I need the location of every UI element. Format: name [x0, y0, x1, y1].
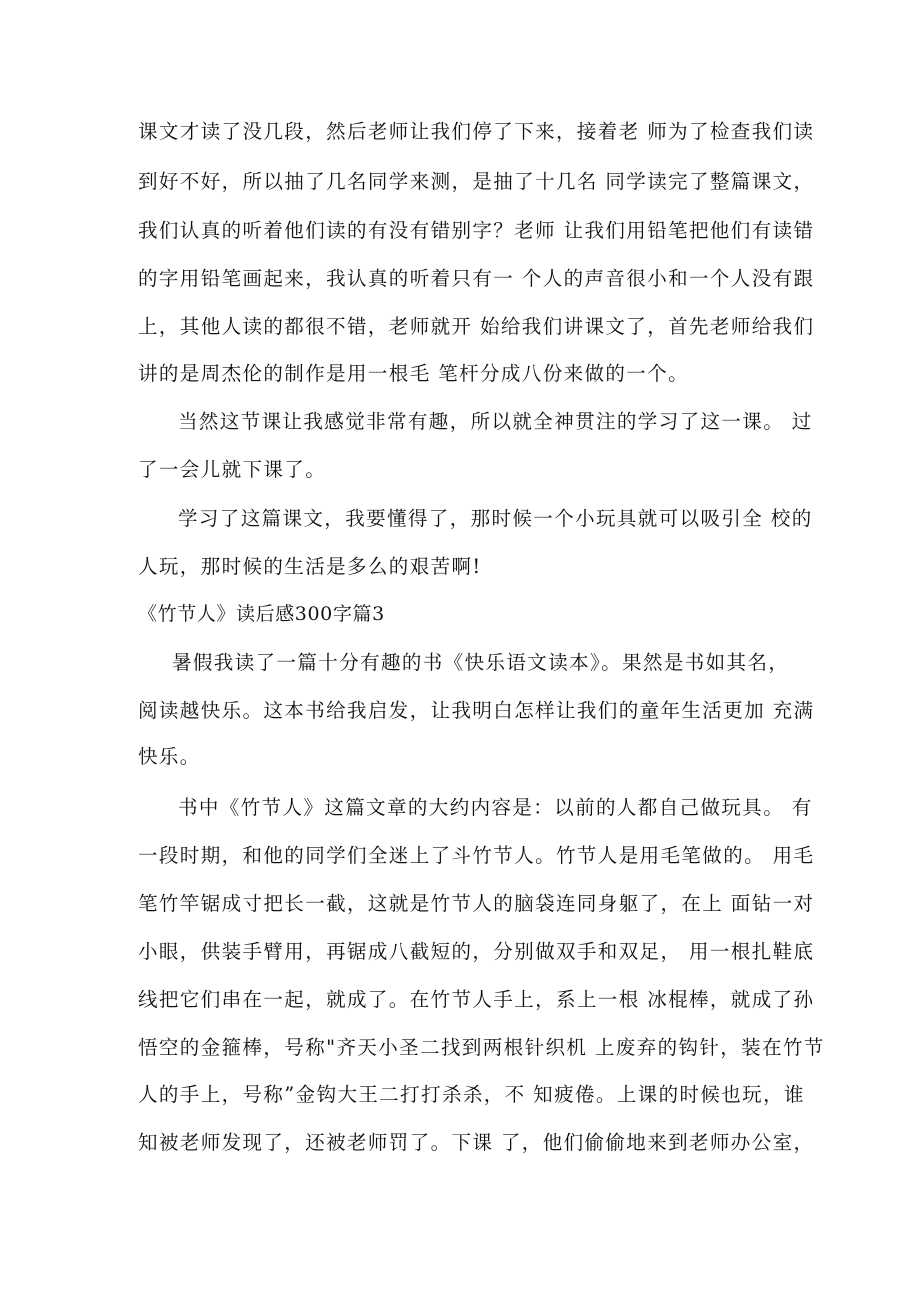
paragraph-line: 人的手上，号称”金钩大王二打打杀杀，不 知疲倦。上课的时候也玩，谁	[138, 1083, 805, 1106]
paragraph-line: 学习了这篇课文，我要懂得了，那时候一个小玩具就可以吸引全 校的	[178, 507, 813, 530]
paragraph-line: 笔竹竿锯成寸把长一截，这就是竹节人的脑袋连同身躯了，在上 面钻一对	[138, 892, 815, 915]
section-heading: 《竹节人》读后感300字篇3	[138, 603, 385, 625]
paragraph-line: 了一会儿就下课了。	[138, 458, 327, 481]
paragraph-line: 的字用铅笔画起来，我认真的听着只有一 个人的声音很小和一个人没有跟	[138, 267, 815, 290]
paragraph-line: 当然这节课让我感觉非常有趣，所以就全神贯注的学习了这一课。 过	[178, 410, 813, 433]
paragraph-line: 线把它们串在一起，就成了。在竹节人手上，系上一根 冰棍棒，就成了孙	[138, 988, 815, 1011]
paragraph-line: 人玩，那时候的生活是多么的艰苦啊!	[138, 555, 482, 578]
paragraph-line: 小眼，供装手臂用，再锯成八截短的，分别做双手和双足， 用一根扎鞋底	[138, 940, 815, 963]
paragraph-line: 阅读越快乐。这本书给我启发，让我明白怎样让我们的童年生活更加 充满	[138, 699, 815, 722]
paragraph-line: 到好不好，所以抽了几名同学来测，是抽了十几名 同学读完了整篇课文，	[138, 170, 815, 193]
paragraph-line: 悟空的金箍棒，号称"齐天小圣二找到两根针织机 上废弃的钩针，装在竹节	[138, 1036, 825, 1059]
paragraph-line: 课文才读了没几段，然后老师让我们停了下来，接着老 师为了检查我们读	[138, 120, 815, 143]
paragraph-line: 快乐。	[138, 745, 201, 768]
paragraph-line: 上，其他人读的都很不错，老师就开 始给我们讲课文了，首先老师给我们	[138, 315, 815, 338]
paragraph-line: 书中《竹节人》这篇文章的大约内容是：以前的人都自己做玩具。 有	[178, 796, 813, 819]
paragraph-line: 知被老师发现了，还被老师罚了。下课 了，他们偷偷地来到老师办公室，	[138, 1131, 815, 1154]
paragraph-line: 一段时期，和他的同学们全迷上了斗竹节人。竹节人是用毛笔做的。 用毛	[138, 844, 815, 867]
paragraph-line: 我们认真的听着他们读的有没有错别字？老师 让我们用铅笔把他们有读错	[138, 219, 815, 242]
paragraph-line: 暑假我读了一篇十分有趣的书《快乐语文读本》。果然是书如其名，	[172, 651, 790, 674]
paragraph-line: 讲的是周杰伦的制作是用一根毛 笔杆分成八份来做的一个。	[138, 362, 689, 385]
